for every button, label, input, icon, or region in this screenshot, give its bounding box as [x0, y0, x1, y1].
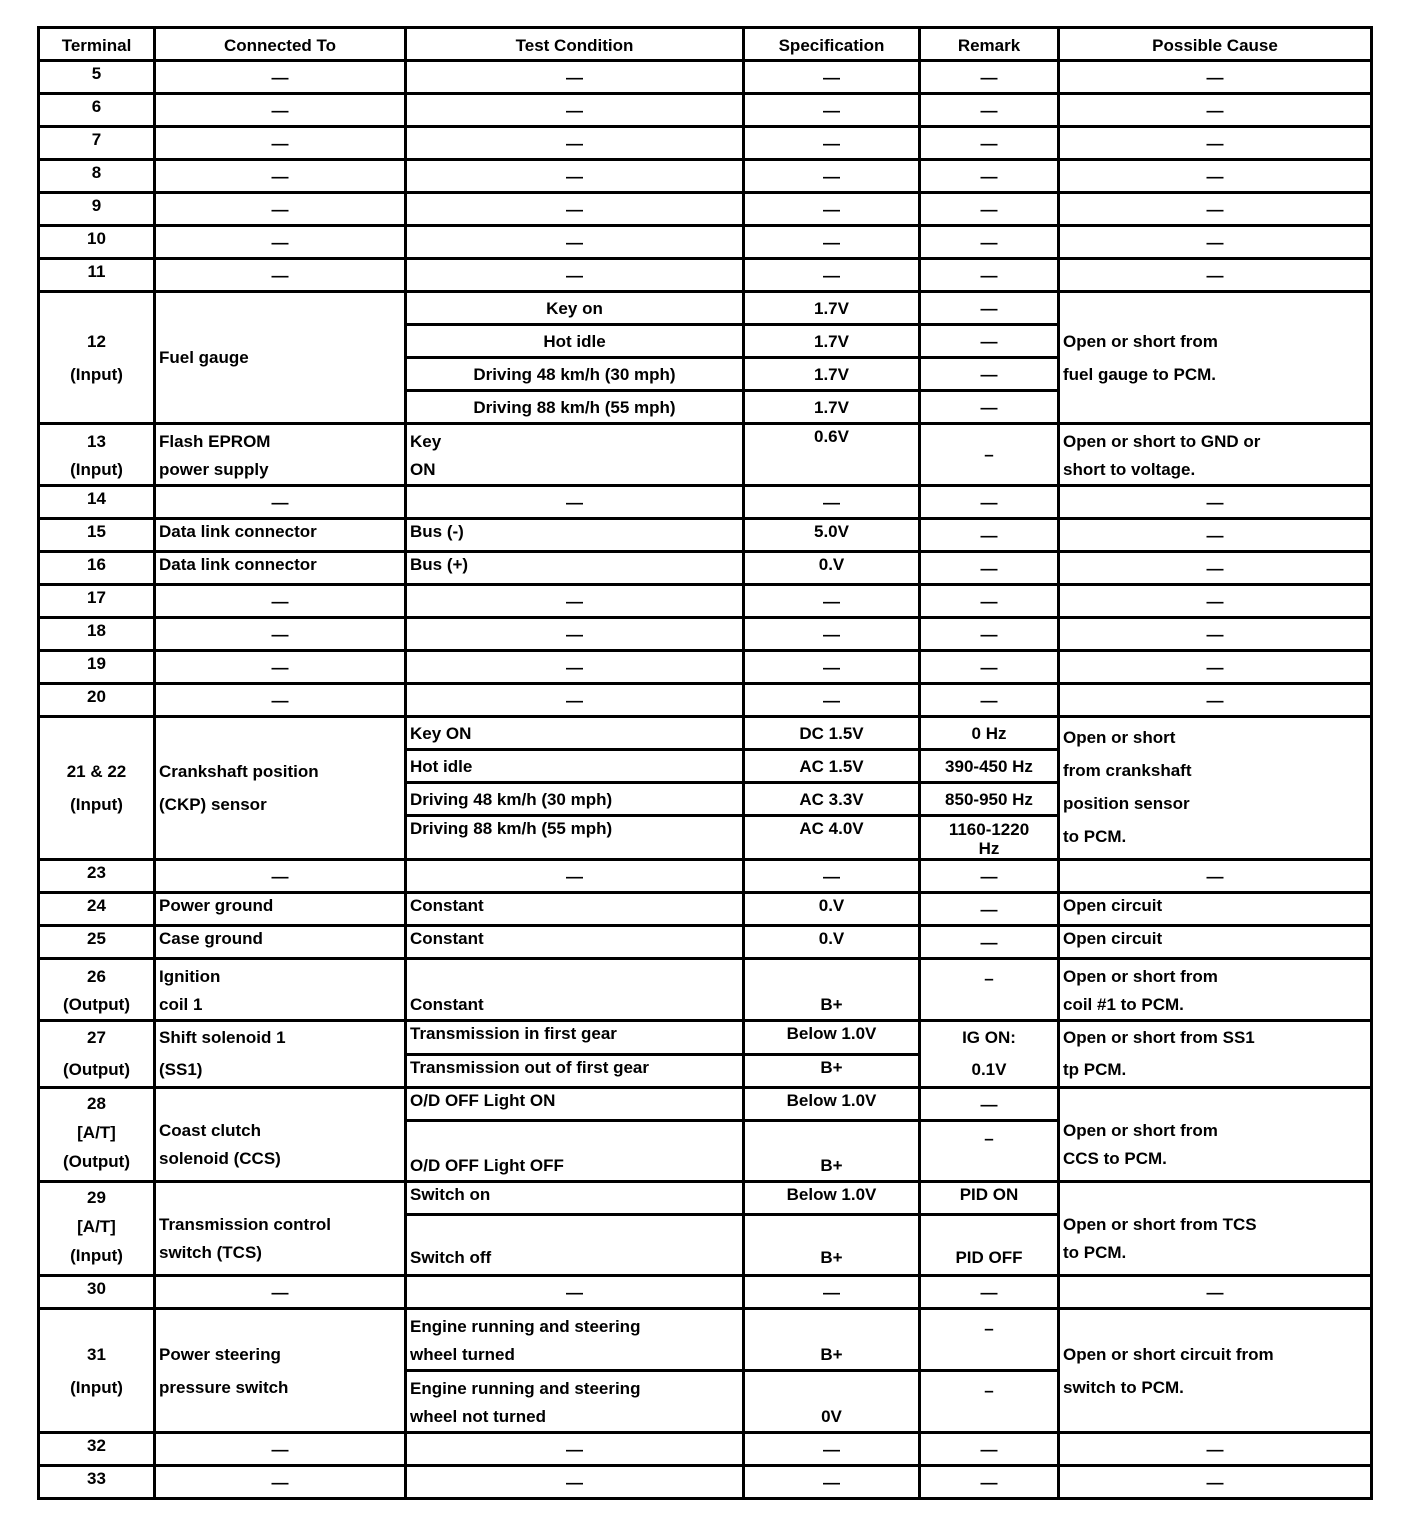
dash-cell: — [920, 1276, 1059, 1309]
test-condition-cell: O/D OFF Light ON [406, 1088, 744, 1121]
table-body [39, 28, 1372, 1499]
dash-cell: — [406, 651, 744, 684]
terminal-cell [39, 1088, 155, 1182]
dash-cell: — [920, 860, 1059, 893]
test-condition-cell: Constant [406, 893, 744, 926]
dash-cell: — [1059, 226, 1372, 259]
spec-cell: AC 1.5V [744, 750, 920, 783]
spec-cell: 1.7V [744, 391, 920, 424]
connected-to-line: Shift solenoid 1 [159, 1028, 286, 1047]
test-condition-cell: Driving 88 km/h (55 mph) [406, 816, 744, 860]
possible-cause-cell [1059, 717, 1372, 860]
spec-cell: Below 1.0V [744, 1088, 920, 1121]
dash-cell: — [744, 585, 920, 618]
header-terminal: Terminal [39, 28, 155, 61]
dash-cell: — [1059, 860, 1372, 893]
terminal-number: 13 [87, 432, 106, 451]
connected-to-line: (SS1) [159, 1060, 203, 1079]
dash-cell: — [744, 160, 920, 193]
terminal-cell [39, 1182, 155, 1276]
terminal-cell: 6 [39, 94, 155, 127]
table-row [39, 959, 1372, 1021]
connected-to-cell [155, 1309, 406, 1433]
table-row [39, 519, 1372, 552]
dash-cell: — [1059, 1276, 1372, 1309]
dash-cell: — [1059, 585, 1372, 618]
cause-line: to PCM. [1063, 827, 1127, 846]
remark-cell: — [920, 391, 1059, 424]
table-row [39, 1433, 1372, 1466]
dash-cell: — [920, 259, 1059, 292]
remark-cell: – [920, 424, 1059, 486]
dash-cell: — [406, 160, 744, 193]
possible-cause-cell [1059, 1182, 1372, 1276]
terminal-number: 29 [87, 1188, 106, 1207]
terminal-cell [39, 959, 155, 1021]
spec-line: B+ [820, 995, 843, 1014]
dash-cell: — [920, 552, 1059, 585]
test-condition-cell: Driving 88 km/h (55 mph) [406, 391, 744, 424]
connected-to-line: Crankshaft position [159, 762, 319, 781]
terminal-cell: 18 [39, 618, 155, 651]
dash-cell: — [920, 127, 1059, 160]
spec-cell: 1.7V [744, 358, 920, 391]
table-row [39, 860, 1372, 893]
remark-cell: — [920, 1088, 1059, 1121]
header-row [39, 28, 1372, 61]
table-row [39, 926, 1372, 959]
dash-cell: — [1059, 651, 1372, 684]
connected-to-line: switch (TCS) [159, 1242, 262, 1262]
test-condition-cell [406, 959, 744, 1021]
condition-line: Engine running and steering [410, 1317, 641, 1336]
cause-line: to PCM. [1063, 1242, 1127, 1262]
terminal-io: (Output) [62, 1060, 131, 1079]
dash-cell: — [1059, 618, 1372, 651]
test-condition-cell: Constant [406, 926, 744, 959]
connected-to-cell: Data link connector [155, 552, 406, 585]
terminal-cell: 15 [39, 519, 155, 552]
connected-to-line: coil 1 [159, 995, 203, 1014]
dash-cell: — [155, 860, 406, 893]
spec-cell: B+ [744, 1121, 920, 1182]
remark-line: Hz [978, 839, 1000, 858]
remark-cell: PID ON [920, 1182, 1059, 1215]
dash-cell: — [920, 651, 1059, 684]
possible-cause-cell [1059, 1021, 1372, 1088]
cause-line: Open or short from [1063, 1120, 1218, 1140]
table-row [39, 160, 1372, 193]
dash-cell: — [155, 684, 406, 717]
dash-cell: — [406, 61, 744, 94]
spec-cell: 1.7V [744, 325, 920, 358]
dash-cell: — [406, 226, 744, 259]
condition-line: Constant [410, 995, 484, 1014]
terminal-cell [39, 717, 155, 860]
dash-cell: — [744, 1276, 920, 1309]
dash-cell: — [1059, 519, 1372, 552]
connected-to-cell [155, 1088, 406, 1182]
remark-cell: — [920, 325, 1059, 358]
terminal-io: (Output) [62, 1152, 131, 1171]
dash-cell: — [920, 486, 1059, 519]
remark-cell: – [920, 1121, 1059, 1182]
terminal-number: 26 [87, 967, 106, 986]
test-condition-cell: Switch off [406, 1215, 744, 1276]
terminal-at: [A/T] [77, 1123, 116, 1142]
terminal-cell: 30 [39, 1276, 155, 1309]
connected-to-line: (CKP) sensor [159, 795, 267, 814]
dash-cell: — [406, 1433, 744, 1466]
test-condition-cell: Switch on [406, 1182, 744, 1215]
spec-cell: 1.7V [744, 292, 920, 325]
dash-cell: — [155, 160, 406, 193]
dash-cell: — [1059, 193, 1372, 226]
connected-to-line: Ignition [159, 967, 221, 986]
remark-cell: – [920, 1371, 1059, 1433]
dash-cell: — [920, 94, 1059, 127]
spec-cell: B+ [744, 1215, 920, 1276]
table-row [39, 717, 1372, 750]
connected-to-line: pressure switch [159, 1377, 289, 1397]
cause-line: tp PCM. [1063, 1060, 1127, 1079]
terminal-cell [39, 424, 155, 486]
table-row [39, 1088, 1372, 1121]
dash-cell: — [155, 94, 406, 127]
dash-cell: — [155, 1466, 406, 1499]
cause-line: Open or short to GND or [1063, 432, 1261, 451]
remark-line: 0.1V [971, 1060, 1007, 1079]
dash-cell: — [155, 618, 406, 651]
possible-cause-cell [1059, 292, 1372, 424]
terminal-cell: 19 [39, 651, 155, 684]
spec-cell: 0.V [744, 893, 920, 926]
dash-cell: — [920, 160, 1059, 193]
connected-to-cell [155, 1182, 406, 1276]
dash-cell: — [920, 893, 1059, 926]
dash-cell: — [920, 585, 1059, 618]
header-connected-to: Connected To [155, 28, 406, 61]
terminal-io: (Input) [70, 364, 123, 384]
header-test-condition: Test Condition [406, 28, 744, 61]
spec-cell: 0.6V [744, 424, 920, 486]
dash-cell: — [744, 1433, 920, 1466]
dash-cell: — [1059, 259, 1372, 292]
terminal-cell: 32 [39, 1433, 155, 1466]
dash-cell: — [920, 61, 1059, 94]
dash-cell: — [155, 486, 406, 519]
remark-cell: — [920, 292, 1059, 325]
terminal-cell: 24 [39, 893, 155, 926]
dash-cell: — [155, 585, 406, 618]
connected-to-cell: Data link connector [155, 519, 406, 552]
table-row [39, 1466, 1372, 1499]
table-row [39, 893, 1372, 926]
spec-cell: AC 4.0V [744, 816, 920, 860]
table-row [39, 94, 1372, 127]
dash-cell: — [744, 94, 920, 127]
test-condition-cell: Hot idle [406, 750, 744, 783]
header-possible-cause: Possible Cause [1059, 28, 1372, 61]
dash-cell: — [406, 193, 744, 226]
dash-cell: — [406, 860, 744, 893]
table-row [39, 1021, 1372, 1055]
header-specification: Specification [744, 28, 920, 61]
terminal-number: 27 [87, 1028, 106, 1047]
dash-cell: — [1059, 486, 1372, 519]
possible-cause-cell: Open circuit [1059, 926, 1372, 959]
possible-cause-cell [1059, 1088, 1372, 1182]
table-row [39, 552, 1372, 585]
cause-line: Open or short from TCS [1063, 1214, 1257, 1234]
connected-to-cell: Fuel gauge [155, 292, 406, 424]
dash-cell: — [1059, 684, 1372, 717]
terminal-cell: 25 [39, 926, 155, 959]
terminal-cell: 23 [39, 860, 155, 893]
table-row [39, 292, 1372, 325]
dash-cell: — [920, 1433, 1059, 1466]
spec-cell: 0.V [744, 926, 920, 959]
cause-line: short to voltage. [1063, 460, 1196, 479]
spec-cell: Below 1.0V [744, 1182, 920, 1215]
table-row [39, 226, 1372, 259]
connected-to-cell: Power ground [155, 893, 406, 926]
table-row [39, 618, 1372, 651]
remark-cell: – [920, 959, 1059, 1021]
terminal-number: 31 [87, 1344, 106, 1364]
remark-line: IG ON: [962, 1028, 1016, 1047]
dash-cell: — [744, 684, 920, 717]
condition-line: wheel turned [410, 1345, 515, 1364]
dash-cell: — [406, 1466, 744, 1499]
cause-line: Open or short circuit from [1063, 1344, 1274, 1364]
dash-cell: — [920, 1466, 1059, 1499]
test-condition-cell [406, 424, 744, 486]
remark-cell: 0 Hz [920, 717, 1059, 750]
table-row [39, 684, 1372, 717]
dash-cell: — [744, 618, 920, 651]
dash-cell: — [406, 618, 744, 651]
dash-cell: — [155, 1433, 406, 1466]
dash-cell: — [406, 486, 744, 519]
test-condition-cell: Key ON [406, 717, 744, 750]
possible-cause-cell [1059, 424, 1372, 486]
spec-cell: 5.0V [744, 519, 920, 552]
condition-line: Key [410, 432, 442, 451]
dash-cell: — [744, 486, 920, 519]
terminal-cell: 17 [39, 585, 155, 618]
table-row [39, 651, 1372, 684]
remark-cell: – [920, 1309, 1059, 1371]
table-row [39, 61, 1372, 94]
remark-cell [920, 816, 1059, 860]
dash-cell: — [155, 61, 406, 94]
terminal-cell: 16 [39, 552, 155, 585]
connected-to-line: Power steering [159, 1344, 281, 1364]
cause-line: coil #1 to PCM. [1063, 995, 1184, 1014]
dash-cell: — [406, 1276, 744, 1309]
remark-cell: 850-950 Hz [920, 783, 1059, 816]
terminal-cell: 9 [39, 193, 155, 226]
dash-cell: — [744, 259, 920, 292]
condition-line: Engine running and steering [410, 1379, 641, 1398]
terminal-io: (Input) [70, 1246, 123, 1265]
spec-line: B+ [820, 1345, 843, 1364]
test-condition-cell: Transmission in first gear [406, 1021, 744, 1055]
table-row [39, 1182, 1372, 1215]
dash-cell: — [155, 226, 406, 259]
terminal-cell: 11 [39, 259, 155, 292]
cause-line: switch to PCM. [1063, 1377, 1184, 1397]
connected-to-line: power supply [159, 460, 269, 479]
dash-cell: — [744, 226, 920, 259]
remark-line: 1160-1220 [948, 820, 1030, 839]
test-condition-cell: Bus (+) [406, 552, 744, 585]
dash-cell: — [920, 618, 1059, 651]
test-condition-cell: Driving 48 km/h (30 mph) [406, 358, 744, 391]
spec-cell [744, 1309, 920, 1371]
possible-cause-cell [1059, 1309, 1372, 1433]
terminal-cell: 10 [39, 226, 155, 259]
spec-cell: Below 1.0V [744, 1021, 920, 1055]
connected-to-cell [155, 1021, 406, 1088]
connected-to-line: Flash EPROM [159, 432, 271, 451]
dash-cell: — [155, 127, 406, 160]
terminal-cell: 8 [39, 160, 155, 193]
connected-to-line: solenoid (CCS) [159, 1148, 281, 1168]
table-row [39, 127, 1372, 160]
table-row [39, 1276, 1372, 1309]
cause-line: from crankshaft [1063, 761, 1192, 780]
terminal-at: [A/T] [77, 1217, 116, 1236]
terminal-cell: 5 [39, 61, 155, 94]
spec-cell [744, 959, 920, 1021]
dash-cell: — [1059, 552, 1372, 585]
dash-cell: — [1059, 127, 1372, 160]
dash-cell: — [406, 94, 744, 127]
table-row [39, 193, 1372, 226]
test-condition-cell: Transmission out of first gear [406, 1054, 744, 1088]
terminal-number: 28 [87, 1094, 106, 1113]
terminal-io: (Input) [70, 795, 123, 814]
spec-cell: B+ [744, 1054, 920, 1088]
test-condition-cell: Bus (-) [406, 519, 744, 552]
dash-cell: — [406, 127, 744, 160]
header-remark: Remark [920, 28, 1059, 61]
spec-line: 0V [821, 1407, 842, 1426]
connected-to-cell: Case ground [155, 926, 406, 959]
remark-cell: — [920, 358, 1059, 391]
condition-line: ON [410, 460, 436, 479]
test-condition-cell [406, 1309, 744, 1371]
dash-cell: — [406, 684, 744, 717]
spec-cell: AC 3.3V [744, 783, 920, 816]
table-row [39, 486, 1372, 519]
terminal-number: 12 [87, 331, 106, 351]
test-condition-cell: Driving 48 km/h (30 mph) [406, 783, 744, 816]
dash-cell: — [744, 193, 920, 226]
dash-cell: — [155, 651, 406, 684]
terminal-cell [39, 292, 155, 424]
dash-cell: — [406, 585, 744, 618]
spec-cell [744, 1371, 920, 1433]
dash-cell: — [155, 193, 406, 226]
dash-cell: — [744, 860, 920, 893]
dash-cell: — [1059, 1466, 1372, 1499]
connected-to-line: Coast clutch [159, 1120, 262, 1140]
dash-cell: — [1059, 94, 1372, 127]
spec-cell: DC 1.5V [744, 717, 920, 750]
dash-cell: — [920, 193, 1059, 226]
cause-line: Open or short [1063, 728, 1176, 747]
test-condition-cell: Hot idle [406, 325, 744, 358]
condition-line: wheel not turned [410, 1407, 546, 1426]
cause-line: Open or short from [1063, 331, 1218, 351]
cause-line: fuel gauge to PCM. [1063, 364, 1216, 384]
terminal-io: (Input) [70, 1377, 123, 1397]
spec-cell: 0.V [744, 552, 920, 585]
dash-cell: — [155, 1276, 406, 1309]
cause-line: Open or short from SS1 [1063, 1028, 1255, 1047]
dash-cell: — [744, 651, 920, 684]
cause-line: Open or short from [1063, 967, 1218, 986]
dash-cell: — [920, 684, 1059, 717]
terminal-io: (Output) [62, 995, 131, 1014]
dash-cell: — [155, 259, 406, 292]
dash-cell: — [920, 226, 1059, 259]
dash-cell: — [744, 127, 920, 160]
terminal-number: 21 & 22 [66, 762, 127, 781]
connected-to-cell [155, 717, 406, 860]
table-row [39, 424, 1372, 486]
terminal-io: (Input) [70, 460, 123, 479]
dash-cell: — [406, 259, 744, 292]
dash-cell: — [920, 519, 1059, 552]
cause-line: CCS to PCM. [1063, 1148, 1167, 1168]
test-condition-cell: Key on [406, 292, 744, 325]
terminal-cell: 14 [39, 486, 155, 519]
terminal-cell [39, 1021, 155, 1088]
possible-cause-cell [1059, 959, 1372, 1021]
dash-cell: — [744, 1466, 920, 1499]
dash-cell: — [1059, 1433, 1372, 1466]
table-row [39, 259, 1372, 292]
terminal-spec-table [37, 26, 1373, 1500]
remark-cell [920, 1021, 1059, 1088]
connected-to-line: Transmission control [159, 1214, 331, 1234]
remark-cell: PID OFF [920, 1215, 1059, 1276]
test-condition-cell: O/D OFF Light OFF [406, 1121, 744, 1182]
dash-cell: — [920, 926, 1059, 959]
dash-cell: — [744, 61, 920, 94]
dash-cell: — [1059, 61, 1372, 94]
table-row [39, 585, 1372, 618]
test-condition-cell [406, 1371, 744, 1433]
dash-cell: — [1059, 160, 1372, 193]
connected-to-cell [155, 959, 406, 1021]
terminal-cell: 33 [39, 1466, 155, 1499]
table-row [39, 1309, 1372, 1371]
terminal-cell: 7 [39, 127, 155, 160]
terminal-cell [39, 1309, 155, 1433]
connected-to-cell [155, 424, 406, 486]
remark-cell: 390-450 Hz [920, 750, 1059, 783]
possible-cause-cell: Open circuit [1059, 893, 1372, 926]
cause-line: position sensor [1063, 794, 1190, 813]
terminal-cell: 20 [39, 684, 155, 717]
